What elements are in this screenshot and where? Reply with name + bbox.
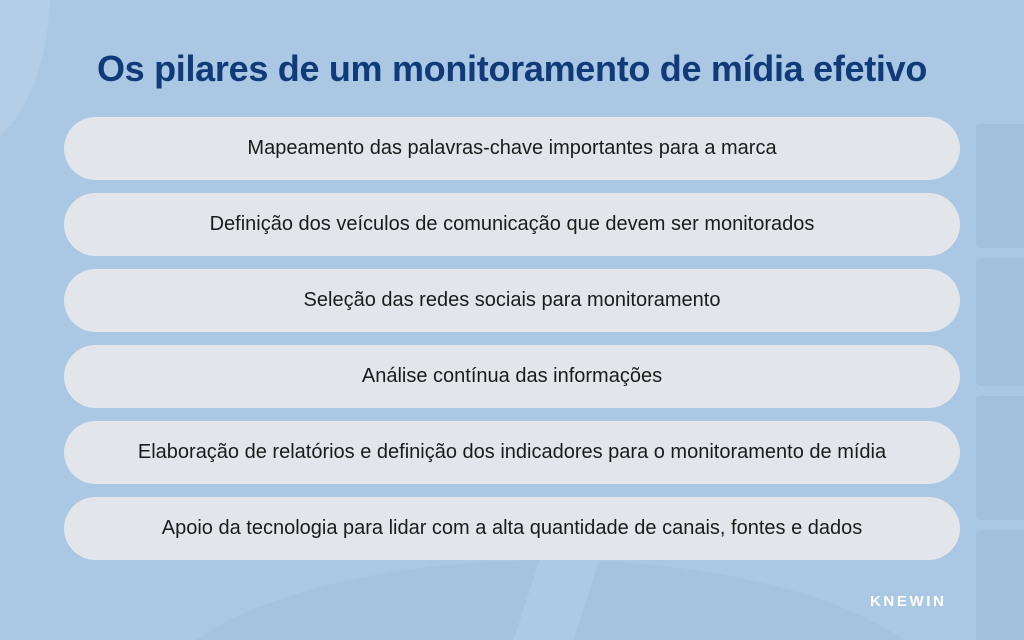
pillars-list	[64, 117, 960, 573]
background-panel	[976, 396, 1024, 520]
pillar-continuous-analysis: Análise contínua das informações	[64, 345, 960, 408]
page-title: Os pilares de um monitoramento de mídia efetivo	[96, 48, 928, 89]
pillar-technology-support: Apoio da tecnologia para lidar com a alta quantidade de canais, fontes e dados	[64, 497, 960, 560]
pillar-social-networks: Seleção das redes sociais para monitoramento	[64, 269, 960, 332]
pillar-keyword-mapping: Mapeamento das palavras-chave importantes para a marca	[64, 117, 960, 180]
pillar-reports-indicators: Elaboração de relatórios e definição dos indicadores para o monitoramento de mídia	[64, 421, 960, 484]
background-panel	[976, 530, 1024, 640]
background-panel	[976, 124, 1024, 248]
brand-logo: KNEWIN	[870, 593, 947, 610]
background-panel	[976, 258, 1024, 386]
pillar-media-outlets: Definição dos veículos de comunicação que devem ser monitorados	[64, 193, 960, 256]
